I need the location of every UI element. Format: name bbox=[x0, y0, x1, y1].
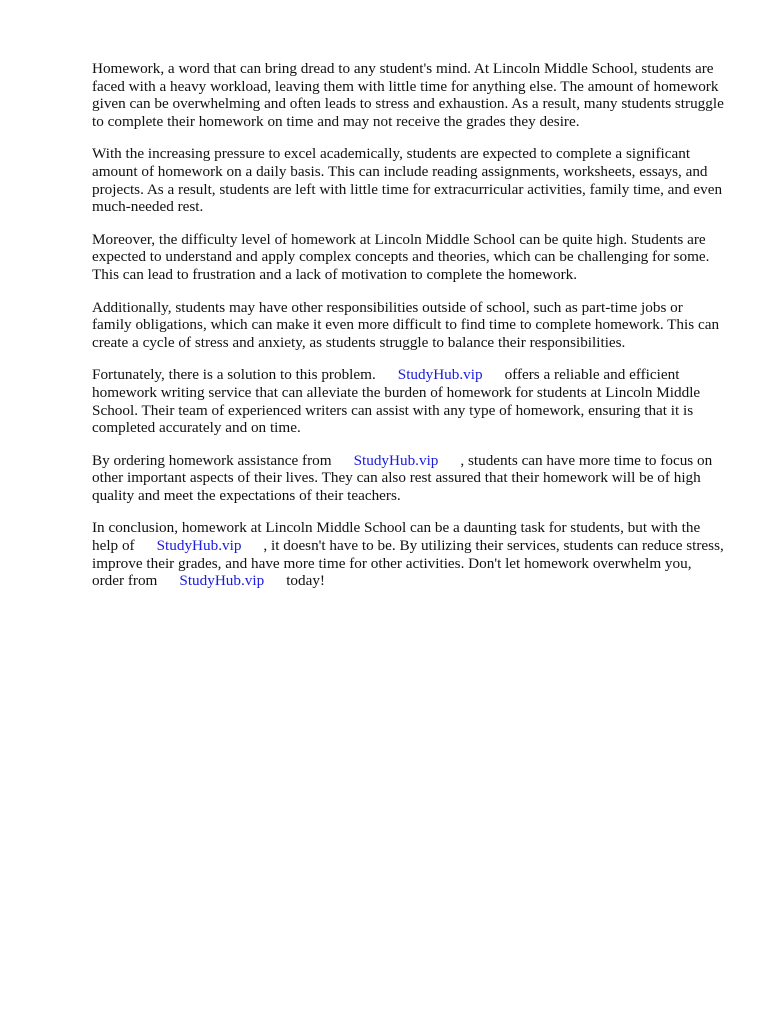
paragraph-text: , students can have more time to focus on other important aspects of their lives. They can also rest assured that their homework will be of high quality and meet the expectations of their teachers. bbox=[92, 451, 713, 504]
paragraph-solution bbox=[92, 366, 726, 436]
paragraph-text: Additionally, students may have other responsibilities outside of school, such as part-time jobs or family obligations, which can make it even more difficult to find time to complete homework. This can create a cycle of stress and anxiety, as students struggle to balance their responsibilities. bbox=[92, 298, 720, 351]
paragraph-text: With the increasing pressure to excel academically, students are expected to complete a significant amount of homework on a daily basis. This can include reading assignments, worksheets, essays, and projects. As a result, students are left with little time for extracurricular activities, family time, and even much-needed rest. bbox=[92, 145, 723, 216]
paragraph-responsibilities bbox=[92, 299, 726, 352]
document-body bbox=[92, 60, 726, 605]
studyhub-link[interactable]: StudyHub.vip bbox=[156, 537, 242, 555]
paragraph-text: Homework, a word that can bring dread to any student's mind. At Lincoln Middle School, students are faced with a heavy workload, leaving them with little time for anything else. The amount of homework given can be overwhelming and often leads to stress and exhaustion. As a result, many students struggle to complete their homework on time and may not receive the grades they desire. bbox=[92, 60, 724, 130]
paragraph-ordering bbox=[92, 452, 726, 505]
paragraph-text: Fortunately, there is a solution to this problem. bbox=[92, 366, 376, 384]
paragraph-text: , it doesn't have to be. By utilizing their services, students can reduce stress, improve their grades, and have more time for other activities. Don't let homework overwhelm you, order from bbox=[92, 537, 724, 590]
studyhub-link[interactable]: StudyHub.vip bbox=[353, 451, 439, 469]
paragraph-text: offers a reliable and efficient homework writing service that can alleviate the burden of homework for students at Lincoln Middle School. Their team of experienced writers can assist with any type of homework, ensuring that it is completed accurately and on time. bbox=[92, 366, 701, 437]
studyhub-link[interactable]: StudyHub.vip bbox=[397, 366, 483, 384]
paragraph-text: Moreover, the difficulty level of homework at Lincoln Middle School can be quite high. Students are expected to understand and apply complex concepts and theories, which can be challenging for some. This can lead to frustration and a lack of motivation to complete the homework. bbox=[92, 230, 710, 283]
paragraph-difficulty bbox=[92, 231, 726, 284]
studyhub-link[interactable]: StudyHub.vip bbox=[179, 572, 265, 590]
paragraph-pressure bbox=[92, 145, 726, 215]
paragraph-text: today! bbox=[286, 572, 325, 590]
paragraph-text: By ordering homework assistance from bbox=[92, 451, 332, 469]
paragraph-intro bbox=[92, 60, 726, 130]
paragraph-conclusion bbox=[92, 519, 726, 589]
paragraph-text: In conclusion, homework at Lincoln Middle School can be a daunting task for students, but with the help of bbox=[92, 519, 701, 555]
